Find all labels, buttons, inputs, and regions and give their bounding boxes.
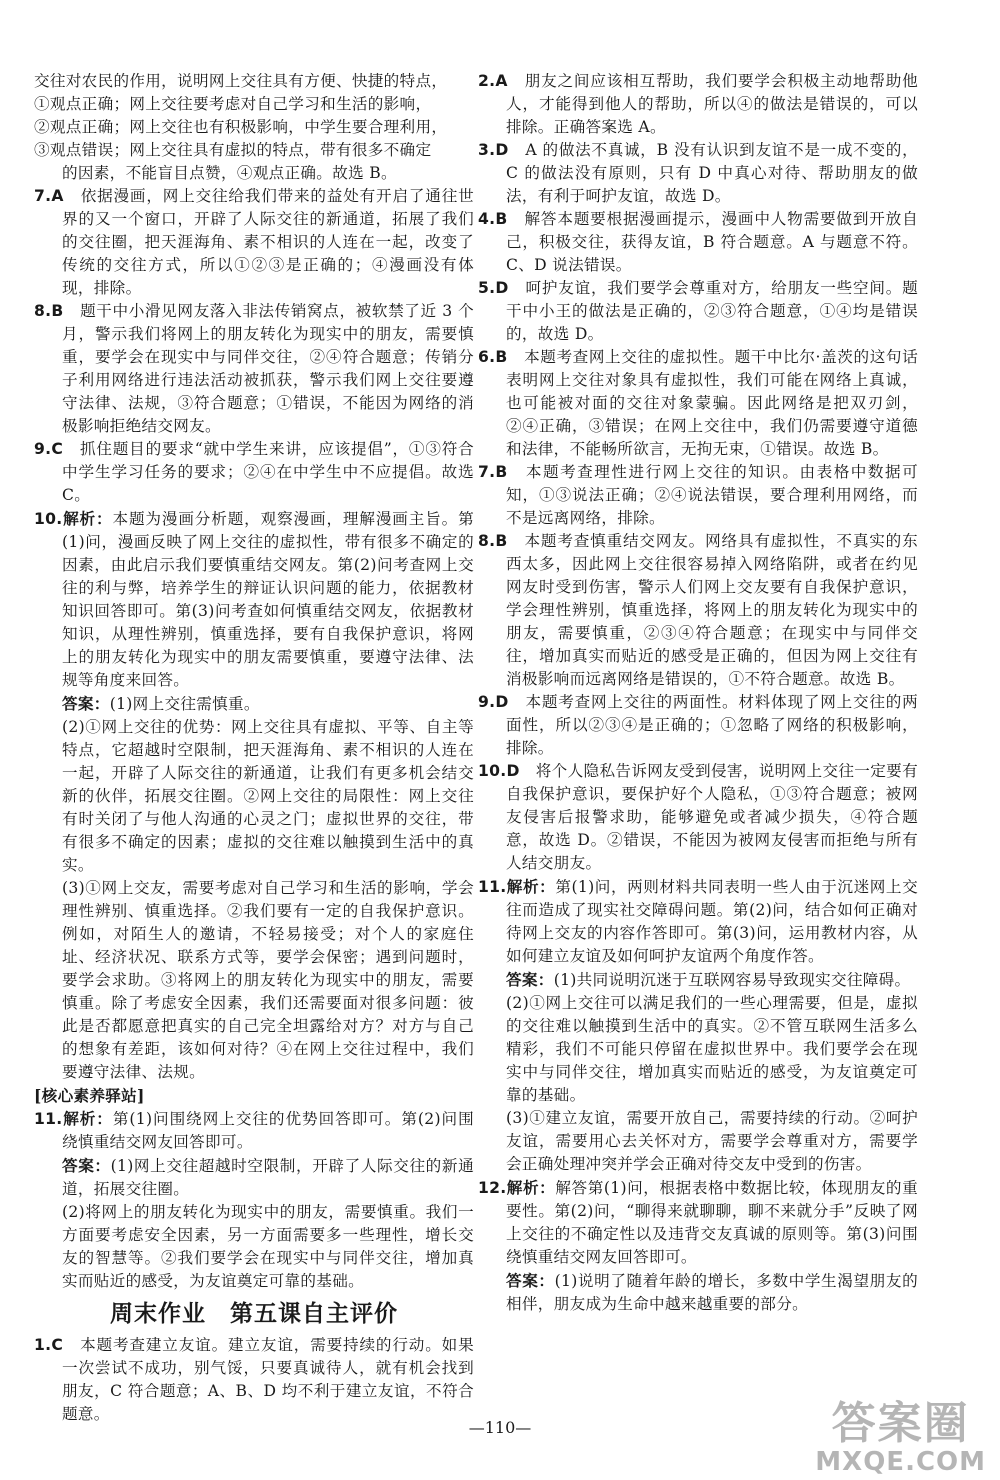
intro-line: ①观点正确；网上交往要考虑对自己学习和生活的影响， [34,95,432,113]
item-number: 5.D [478,279,509,297]
answer-line: (2)将网上的朋友转化为现实中的朋友，需要慎重。我们一方面要考虑安全因素，另一方面需要多一些理性，增长交友的智慧等。②我们要学会在现实中与同伴交往，增加真实而贴近的感受，为友谊奠定可靠的基础。 [62,1203,474,1290]
item-number: 7.A [34,187,64,205]
intro-block [34,70,474,185]
item-text: 本题考查网上交往的两面性。材料体现了网上交往的两面性，所以②③④是正确的；①忽略了网络的积极影响，排除。 [506,693,918,757]
intro-line: 交往对农民的作用，说明网上交往具有方便、快捷的特点， [34,72,448,90]
item-number: 8.B [478,532,508,550]
answer-item-11r [478,875,918,968]
section-heading: 周末作业 第五课自主评价 [110,1301,398,1327]
analysis-label: 解析： [506,1178,556,1197]
answer-item-5 [478,277,918,346]
intro-line: 的因素，不能盲目点赞，④观点正确。故选 B。 [62,164,397,182]
answer-text: (1)共同说明沉迷于互联网容易导致现实交往障碍。 [553,971,911,989]
answer-line: (2)①网上交往可以满足我们的一些心理需要，但是，虚拟的交往难以触摸到生活中的真实。②不管互联网生活多么精彩，我们不可能只停留在虚拟世界中。我们要学会在现实中与同伴交往，增加真实而贴近的感受，为友谊奠定可靠的基础。 [506,994,918,1104]
answer-line: (3)①建立友谊，需要开放自己，需要持续的行动。②呵护友谊，需要用心去关怀对方，需要学会尊重对方，需要学会正确处理冲突并学会正确对待交友中受到的伤害。 [506,1109,918,1173]
item-number: 2.A [478,72,508,90]
item-number: 6.B [478,348,508,366]
item-text: 朋友之间应该相互帮助，我们要学会积极主动地帮助他人，才能得到他人的帮助，所以④的做法是错误的，可以排除。正确答案选 A。 [506,72,918,136]
answer-line [62,692,474,716]
item-number: 7.B [478,463,508,481]
item-text: 解答第(1)问，根据表格中数据比较，体现朋友的重要性。第(2)问，“聊得来就聊聊，聊不来就分手”反映了网上交往的不确定性以及违背交友真诚的原则等。第(3)问围绕慎重结交网友回答即可。 [506,1179,918,1266]
analysis-label: 解析： [506,877,556,896]
answer-line [506,968,918,992]
item-text: 第(1)问，两则材料共同表明一些人由于沉迷网上交往而造成了现实社交障碍问题。第(2)问，结合如何正确对待网上交友的内容作答即可。第(3)问，运用教材内容，从如何建立友谊及如何呵护友谊两个角度作答。 [506,878,918,965]
item-number: 3.D [478,141,509,159]
left-column [34,70,474,1426]
answer-item-8r [478,530,918,691]
item-text: 本题考查理性进行网上交往的知识。由表格中数据可知，①③说法正确；②④说法错误，要合理利用网络，而不是远离网络，排除。 [506,463,918,527]
watermark-en-text: MXQE.COM [815,1447,986,1477]
answer-label: 答案： [506,970,554,989]
answer-line: (2)①网上交往的优势：网上交往具有虚拟、平等、自主等特点，它超越时空限制，把天涯海角、素不相识的人连在一起，开辟了人际交往的新通道，让我们有更多机会结交新的伙伴，拓展交往圈。②网上交往的局限性：网上交往有时关闭了与他人沟通的心灵之门；虚拟世界的交往，带有很多不确定的因素；虚拟的交往难以触摸到生活中的真实。 [62,718,474,874]
item-text: 呵护友谊，我们要学会尊重对方，给朋友一些空间。题干中小王的做法是正确的，②③符合题意，①④均是错误的，故选 D。 [506,279,918,343]
item-number: 10.D [478,762,520,780]
answer-label: 答案： [62,1156,111,1175]
item-number: 9.D [478,693,509,711]
item-text: 第(1)问围绕网上交往的优势回答即可。第(2)问围绕慎重结交网友回答即可。 [62,1110,474,1151]
intro-line: ②观点正确；网上交往也有积极影响，中学生要合理利用， [34,118,448,136]
answer-10-block [34,692,474,1084]
right-column [478,70,918,1316]
answer-item-1 [34,1334,474,1426]
answer-item-9r [478,691,918,760]
answer-item-3 [478,139,918,208]
item-text: 将个人隐私告诉网友受到侵害，说明网上交往一定要有自我保护意识，要保护好个人隐私，①③符合题意；被网友侵害后报警求助，能够避免或者减少损失，④符合题意，故选 D。②错误，不能因为被网友侵害而拒绝与所有人结交朋友。 [506,762,918,872]
answer-line [62,1154,474,1201]
item-number: 4.B [478,210,508,228]
watermark-cn-text: 答案圈 [831,1398,970,1449]
answer-11-core-block [34,1154,474,1293]
item-text: 抓住题目的要求“就中学生来讲，应该提倡”，①③符合中学生学习任务的要求；②④在中学生中不应提倡。故选 C。 [62,440,474,504]
answer-item-10 [34,507,474,692]
answer-item-7 [34,185,474,300]
answer-item-7r [478,461,918,530]
answer-item-11-core [34,1107,474,1154]
page-number: —110— [468,1418,532,1437]
analysis-label: 解析： [62,1109,113,1128]
item-text: A 的做法不真诚，B 没有认识到友谊不是一成不变的，C 的做法没有原则，只有 D 中真心对待、帮助朋友的做法，有利于呵护友谊，故选 D。 [506,141,918,205]
answer-label: 答案： [62,694,110,713]
answer-line [506,1269,918,1316]
answer-text: (1)说明了随着年龄的增长，多数中学生渴望朋友的相伴，朋友成为生命中越来越重要的部分。 [506,1272,918,1313]
watermark-logo [815,1400,986,1476]
answer-item-8 [34,300,474,438]
answer-label: 答案： [506,1271,555,1290]
item-text: 本题考查网上交往的虚拟性。题干中比尔·盖茨的这句话表明网上交往对象具有虚拟性，我们可能在网络上真诚，也可能被对面的交往对象蒙骗。因此网络是把双刃剑，②④正确，③错误；在网上交往中，我们仍需要遵守道德和法律，不能畅所欲言，无拘无束，①错误。故选 B。 [506,348,918,458]
item-number: 9.C [34,440,64,458]
item-text: 本题考查建立友谊。建立友谊，需要持续的行动。如果一次尝试不成功，别气馁，只要真诚待人，就有机会找到朋友，C 符合题意；A、B、D 均不利于建立友谊，不符合题意。 [62,1336,474,1423]
answer-text: (1)网上交往超越时空限制，开辟了人际交往的新通道，拓展交往圈。 [62,1157,474,1198]
answer-line: (3)①网上交友，需要考虑对自己学习和生活的影响，学会理性辨别、慎重选择。②我们要有一定的自我保护意识。例如，对陌生人的邀请，不轻易接受；对个人的家庭住址、经济状况、联系方式等，要学会保密；遇到问题时，要学会求助。③将网上的朋友转化为现实中的朋友，需要慎重。除了考虑安全因素，我们还需要面对很多问题：彼此是否都愿意把真实的自己完全坦露给对方？对方与自己的想象有差距，该如何对待？④在网上交往过程中，我们要遵守法律、法规。 [62,879,474,1081]
answer-item-2 [478,70,918,139]
answer-item-4 [478,208,918,277]
answer-item-10r [478,760,918,875]
item-number: 1.C [34,1336,64,1354]
item-number: 10. [34,510,63,528]
item-number: 8.B [34,302,64,320]
core-section-label: [核心素养驿站] [34,1086,145,1105]
item-text: 依据漫画，网上交往给我们带来的益处有开启了通往世界的又一个窗口，开辟了人际交往的新通道，拓展了我们的交往圈，把天涯海角、素不相识的人连在一起，改变了传统的交往方式，所以①②③是正确的；④漫画没有体现，排除。 [62,187,474,297]
answer-11r-block [478,968,918,1176]
item-number: 11. [478,878,507,896]
item-text: 本题为漫画分析题，观察漫画，理解漫画主旨。第(1)问，漫画反映了网上交往的虚拟性，带有很多不确定的因素，由此启示我们要慎重结交网友。第(2)问考查网上交往的利与弊，培养学生的辩证认识问题的能力，依据教材知识回答即可。第(3)问考查如何慎重结交网友，依据教材知识，从理性辨别，慎重选择，要有自我保护意识，将网上的朋友转化为现实中的朋友需要慎重，要遵守法律、法规等角度来回答。 [62,510,474,689]
answer-item-9 [34,438,474,507]
analysis-label: 解析： [62,509,113,528]
answer-12-block [478,1269,918,1316]
item-number: 12. [478,1179,507,1197]
answer-item-12 [478,1176,918,1269]
item-number: 11. [34,1110,63,1128]
item-text: 解答本题要根据漫画提示，漫画中人物需要做到开放自己，积极交往，获得友谊，B 符合题意。A 与题意不符。C、D 说法错误。 [506,210,918,274]
intro-line: ③观点错误；网上交往具有虚拟的特点，带有很多不确定 [34,141,432,159]
answer-text: (1)网上交往需慎重。 [109,695,260,713]
item-text: 本题考查慎重结交网友。网络具有虚拟性，不真实的东西太多，因此网上交往很容易掉入网络陷阱，或者在约见网友时受到伤害，警示人们网上交友要有自我保护意识，学会理性辨别，慎重选择，将网上的朋友转化为现实中的朋友，需要慎重，②③④符合题意；在现实中与同伴交往，增加真实而贴近的感受是正确的，但因为网上交往有消极影响而远离网络是错误的，①不符合题意。故选 B。 [506,532,918,688]
answer-item-6 [478,346,918,461]
item-text: 题干中小滑见网友落入非法传销窝点，被软禁了近 3 个月，警示我们将网上的朋友转化为现实中的朋友，需要慎重，要学会在现实中与同伴交往，②④符合题意；传销分子利用网络进行违法活动被抓获，警示我们网上交往要遵守法律、法规，③符合题意；①错误，不能因为网络的消极影响拒绝结交网友。 [62,302,474,435]
